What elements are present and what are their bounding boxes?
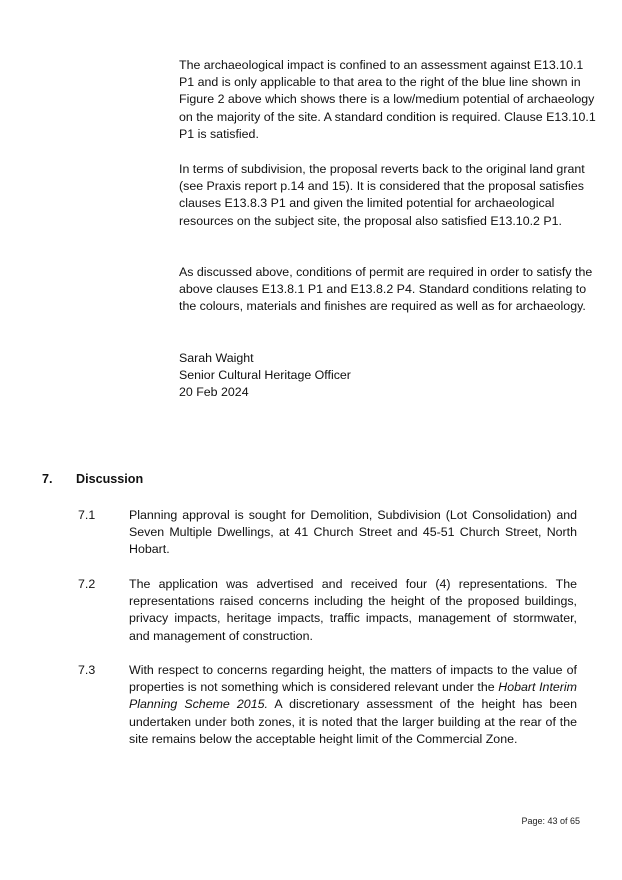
item-number: 7.3 <box>78 663 96 677</box>
section-number: 7. <box>42 472 53 486</box>
item-number: 7.1 <box>78 508 96 522</box>
page-number: Page: 43 of 65 <box>521 816 580 826</box>
item-text: With respect to concerns regarding height, the matters of impacts to the value of properties is not something which is considered relevant under the Hobart Interim Planning Scheme 2015. A discretionary assessment of the height has been undertaken under both zones, it is noted that the larger building at the rear of the site remains below the acceptable height limit of the Commercial Zone. <box>129 663 577 746</box>
signature-name: Sarah Waight <box>179 351 254 365</box>
signature-date: 20 Feb 2024 <box>179 385 249 400</box>
item-text: The application was advertised and received four (4) representations. The representations raised concerns including the height of the proposed buildings, privacy impacts, heritage impacts, traffic impacts, management of stormwater, and management of construction. <box>129 577 577 643</box>
quote-paragraph-1: The archaeological impact is confined to an assessment against E13.10.1 P1 and is only applicable to that area to the right of the blue line shown in Figure 2 above which shows there is a low/medium potential of archaeology on the majority of the site. A standard condition is required. Clause E13.10.1 P1 is satisfied. <box>179 58 596 141</box>
scheme-title: Hobart Interim Planning Scheme 2015. <box>129 680 577 712</box>
section-title: Discussion <box>76 472 144 486</box>
quote-paragraph-3: As discussed above, conditions of permit are required in order to satisfy the above clauses E13.8.1 P1 and E13.8.2 P4. Standard conditions relating to the colours, materials and finishes are required as well as for archaeology. <box>179 265 593 314</box>
signature-block <box>179 350 479 402</box>
signature-role: Senior Cultural Heritage Officer <box>179 368 351 383</box>
item-number: 7.2 <box>78 577 96 591</box>
quote-paragraph-2: In terms of subdivision, the proposal reverts back to the original land grant (see Praxis report p.14 and 15). It is considered that the proposal satisfies clauses E13.8.3 P1 and given the limited potential for archaeological resources on the subject site, the proposal also satisfied E13.10.2 P1. <box>179 162 585 228</box>
item-text: Planning approval is sought for Demolition, Subdivision (Lot Consolidation) and Seven Multiple Dwellings, at 41 Church Street and 45-51 Church Street, North Hobart. <box>129 508 577 557</box>
